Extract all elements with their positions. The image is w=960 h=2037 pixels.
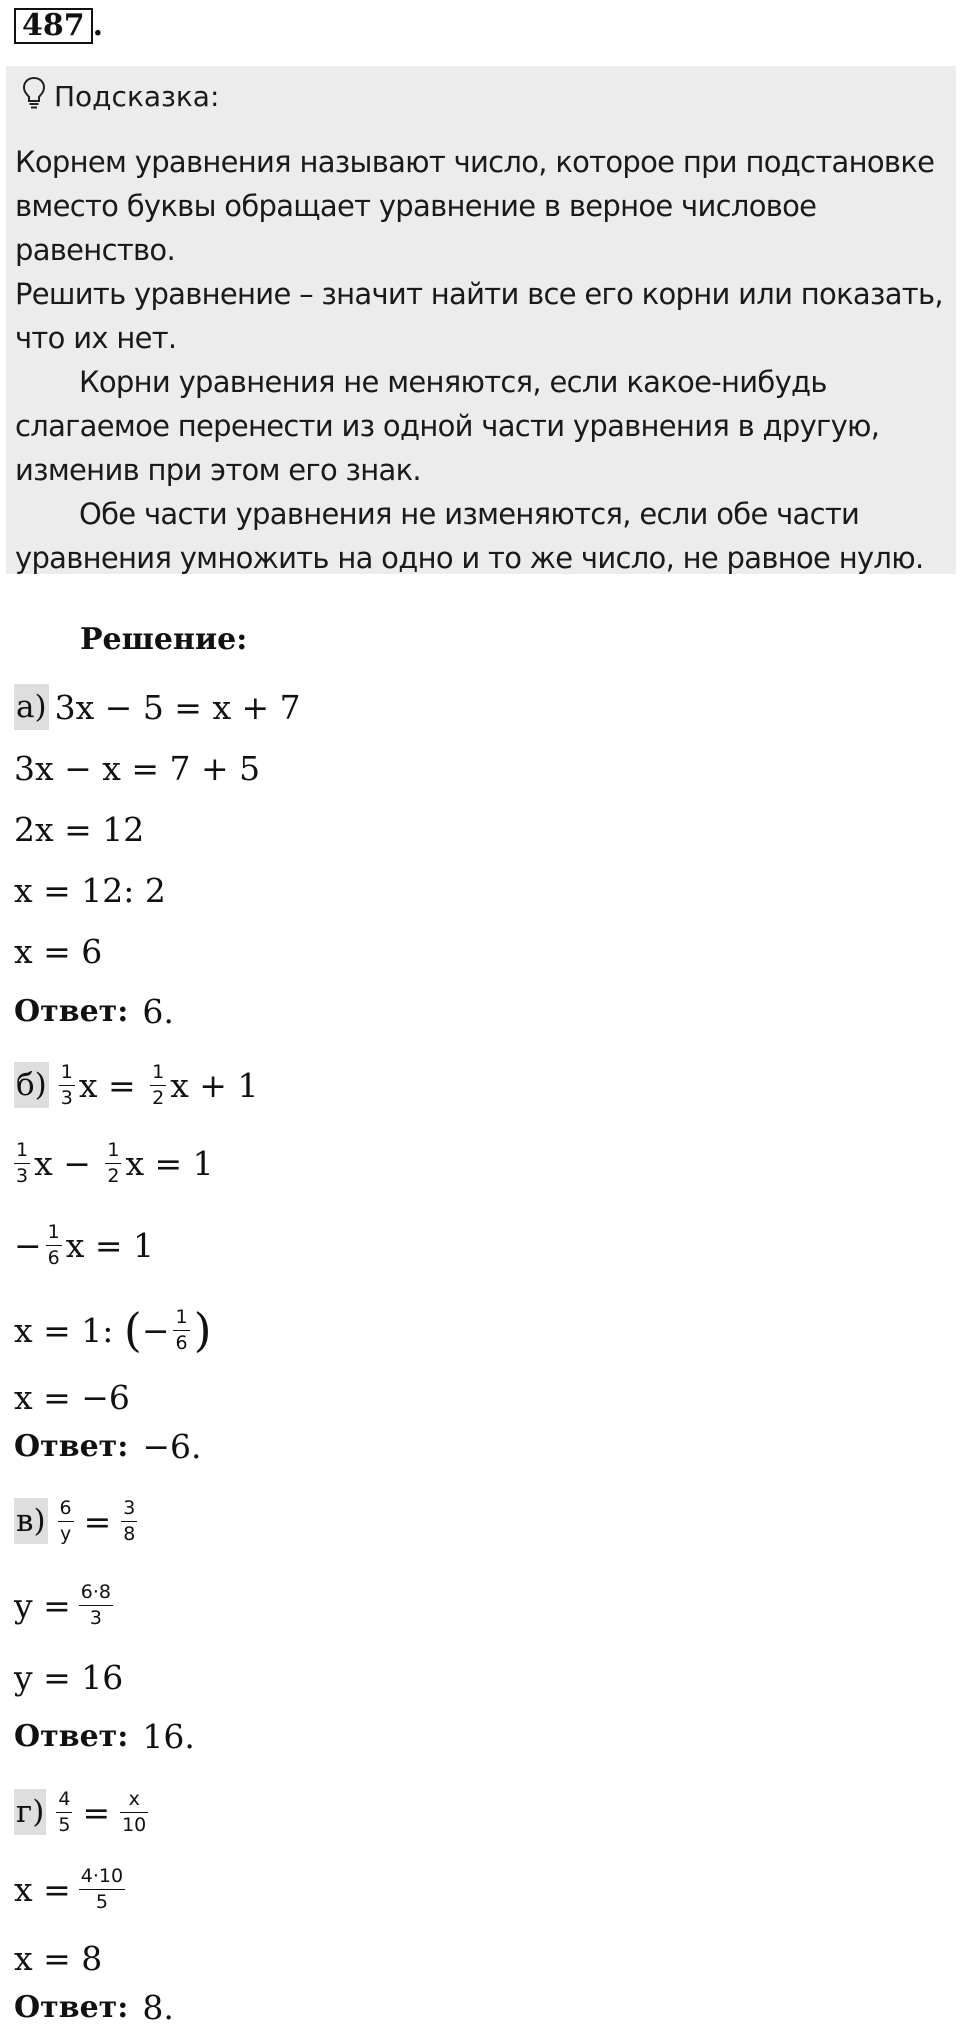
equation: x = 12: 2 [14,870,166,910]
answer-value: −6. [142,1426,202,1466]
task-number-dot: . [92,8,104,43]
answer-label: Ответ: [14,1718,129,1754]
task-number [14,8,103,44]
fraction: $\frac{1}{6}$ [175,1305,188,1354]
part-b-label: б) [14,1062,49,1108]
part-b-line-3: − $\frac{1}{6}$ x = 1 [14,1220,154,1269]
part-g-line-3 [14,1930,102,1986]
fraction: $\frac{x}{10}$ [122,1787,147,1836]
hint-box [6,66,956,574]
part-a-line-1 [14,679,301,735]
hint-paragraph: Корни уравнения не меняются, если какое-нибудь слагаемое перенести из одной части уравнения в другую, изменив при этом его знак. [15,365,880,487]
hint-text [15,140,945,580]
fraction: $\frac{1}{6}$ [47,1220,60,1269]
part-b-line-1: б) $\frac{1}{3}$ x = $\frac{1}{2}$ x + 1 [16,1060,259,1109]
hint-paragraph: Корнем уравнения называют число, которое при подстановке вместо буквы обращает уравнение в верное числовое равенство. [15,145,935,267]
fraction: $\frac{4\cdot 10}{5}$ [80,1864,124,1913]
fraction: $\frac{1}{2}$ [107,1138,120,1187]
fraction: $\frac{6\cdot 8}{3}$ [80,1580,112,1629]
answer-value: 8. [142,1987,174,2027]
part-g-line-1: г) $\frac{4}{5}$ = $\frac{x}{10}$ [16,1787,147,1836]
part-a-line-4 [14,862,166,918]
part-g-label: г) [14,1789,46,1835]
fraction: $\frac{3}{8}$ [123,1496,136,1545]
part-a-line-3 [14,801,144,857]
part-b-answer [14,1418,201,1474]
part-a-line-5 [14,923,102,979]
lightbulb-icon [22,76,46,117]
part-g-line-2: x = $\frac{4\cdot 10}{5}$ [14,1864,124,1913]
part-b-line-4: x = 1: ( − $\frac{1}{6}$ ) [14,1303,212,1357]
hint-paragraph: Решить уравнение – значит найти все его корни или показать, что их нет. [15,277,943,355]
part-g-answer [14,1979,174,2035]
part-v-line-2: y = $\frac{6\cdot 8}{3}$ [14,1580,112,1629]
part-a-answer [14,983,174,1039]
equation: x = 6 [14,931,103,971]
answer-label: Ответ: [14,1989,129,2025]
equation: x = 8 [14,1938,103,1978]
fraction: $\frac{1}{3}$ [60,1060,73,1109]
fraction: $\frac{1}{3}$ [16,1138,29,1187]
equation: 3x − x = 7 + 5 [14,748,261,788]
part-a-label: а) [14,684,49,730]
fraction: $\frac{6}{y}$ [59,1496,72,1545]
answer-label: Ответ: [14,1428,129,1464]
solution-title: Решение: [80,622,248,657]
part-v-line-1: в) $\frac{6}{y}$ = $\frac{3}{8}$ [16,1496,136,1545]
part-v-label: в) [14,1498,48,1544]
part-b-line-2: $\frac{1}{3}$ x − $\frac{1}{2}$ x = 1 [16,1138,214,1187]
answer-label: Ответ: [14,993,129,1029]
fraction: $\frac{1}{2}$ [152,1060,165,1109]
fraction: $\frac{4}{5}$ [58,1787,71,1836]
hint-header [22,76,219,116]
equation: 2x = 12 [14,809,145,849]
part-a-line-2 [14,740,260,796]
answer-value: 6. [142,991,174,1031]
equation: x = −6 [14,1377,130,1417]
part-v-line-3 [14,1649,123,1705]
answer-value: 16. [142,1716,195,1756]
equation: y = 16 [14,1657,124,1697]
equation: 3x − 5 = x + 7 [54,687,301,727]
hint-title: Подсказка: [54,79,220,113]
hint-paragraph: Обе части уравнения не изменяются, если обе части уравнения умножить на одно и то же число, не равное нулю. [15,497,924,575]
task-number-box: 487 [14,8,93,44]
part-b-line-5 [14,1369,130,1425]
part-v-answer [14,1708,195,1764]
